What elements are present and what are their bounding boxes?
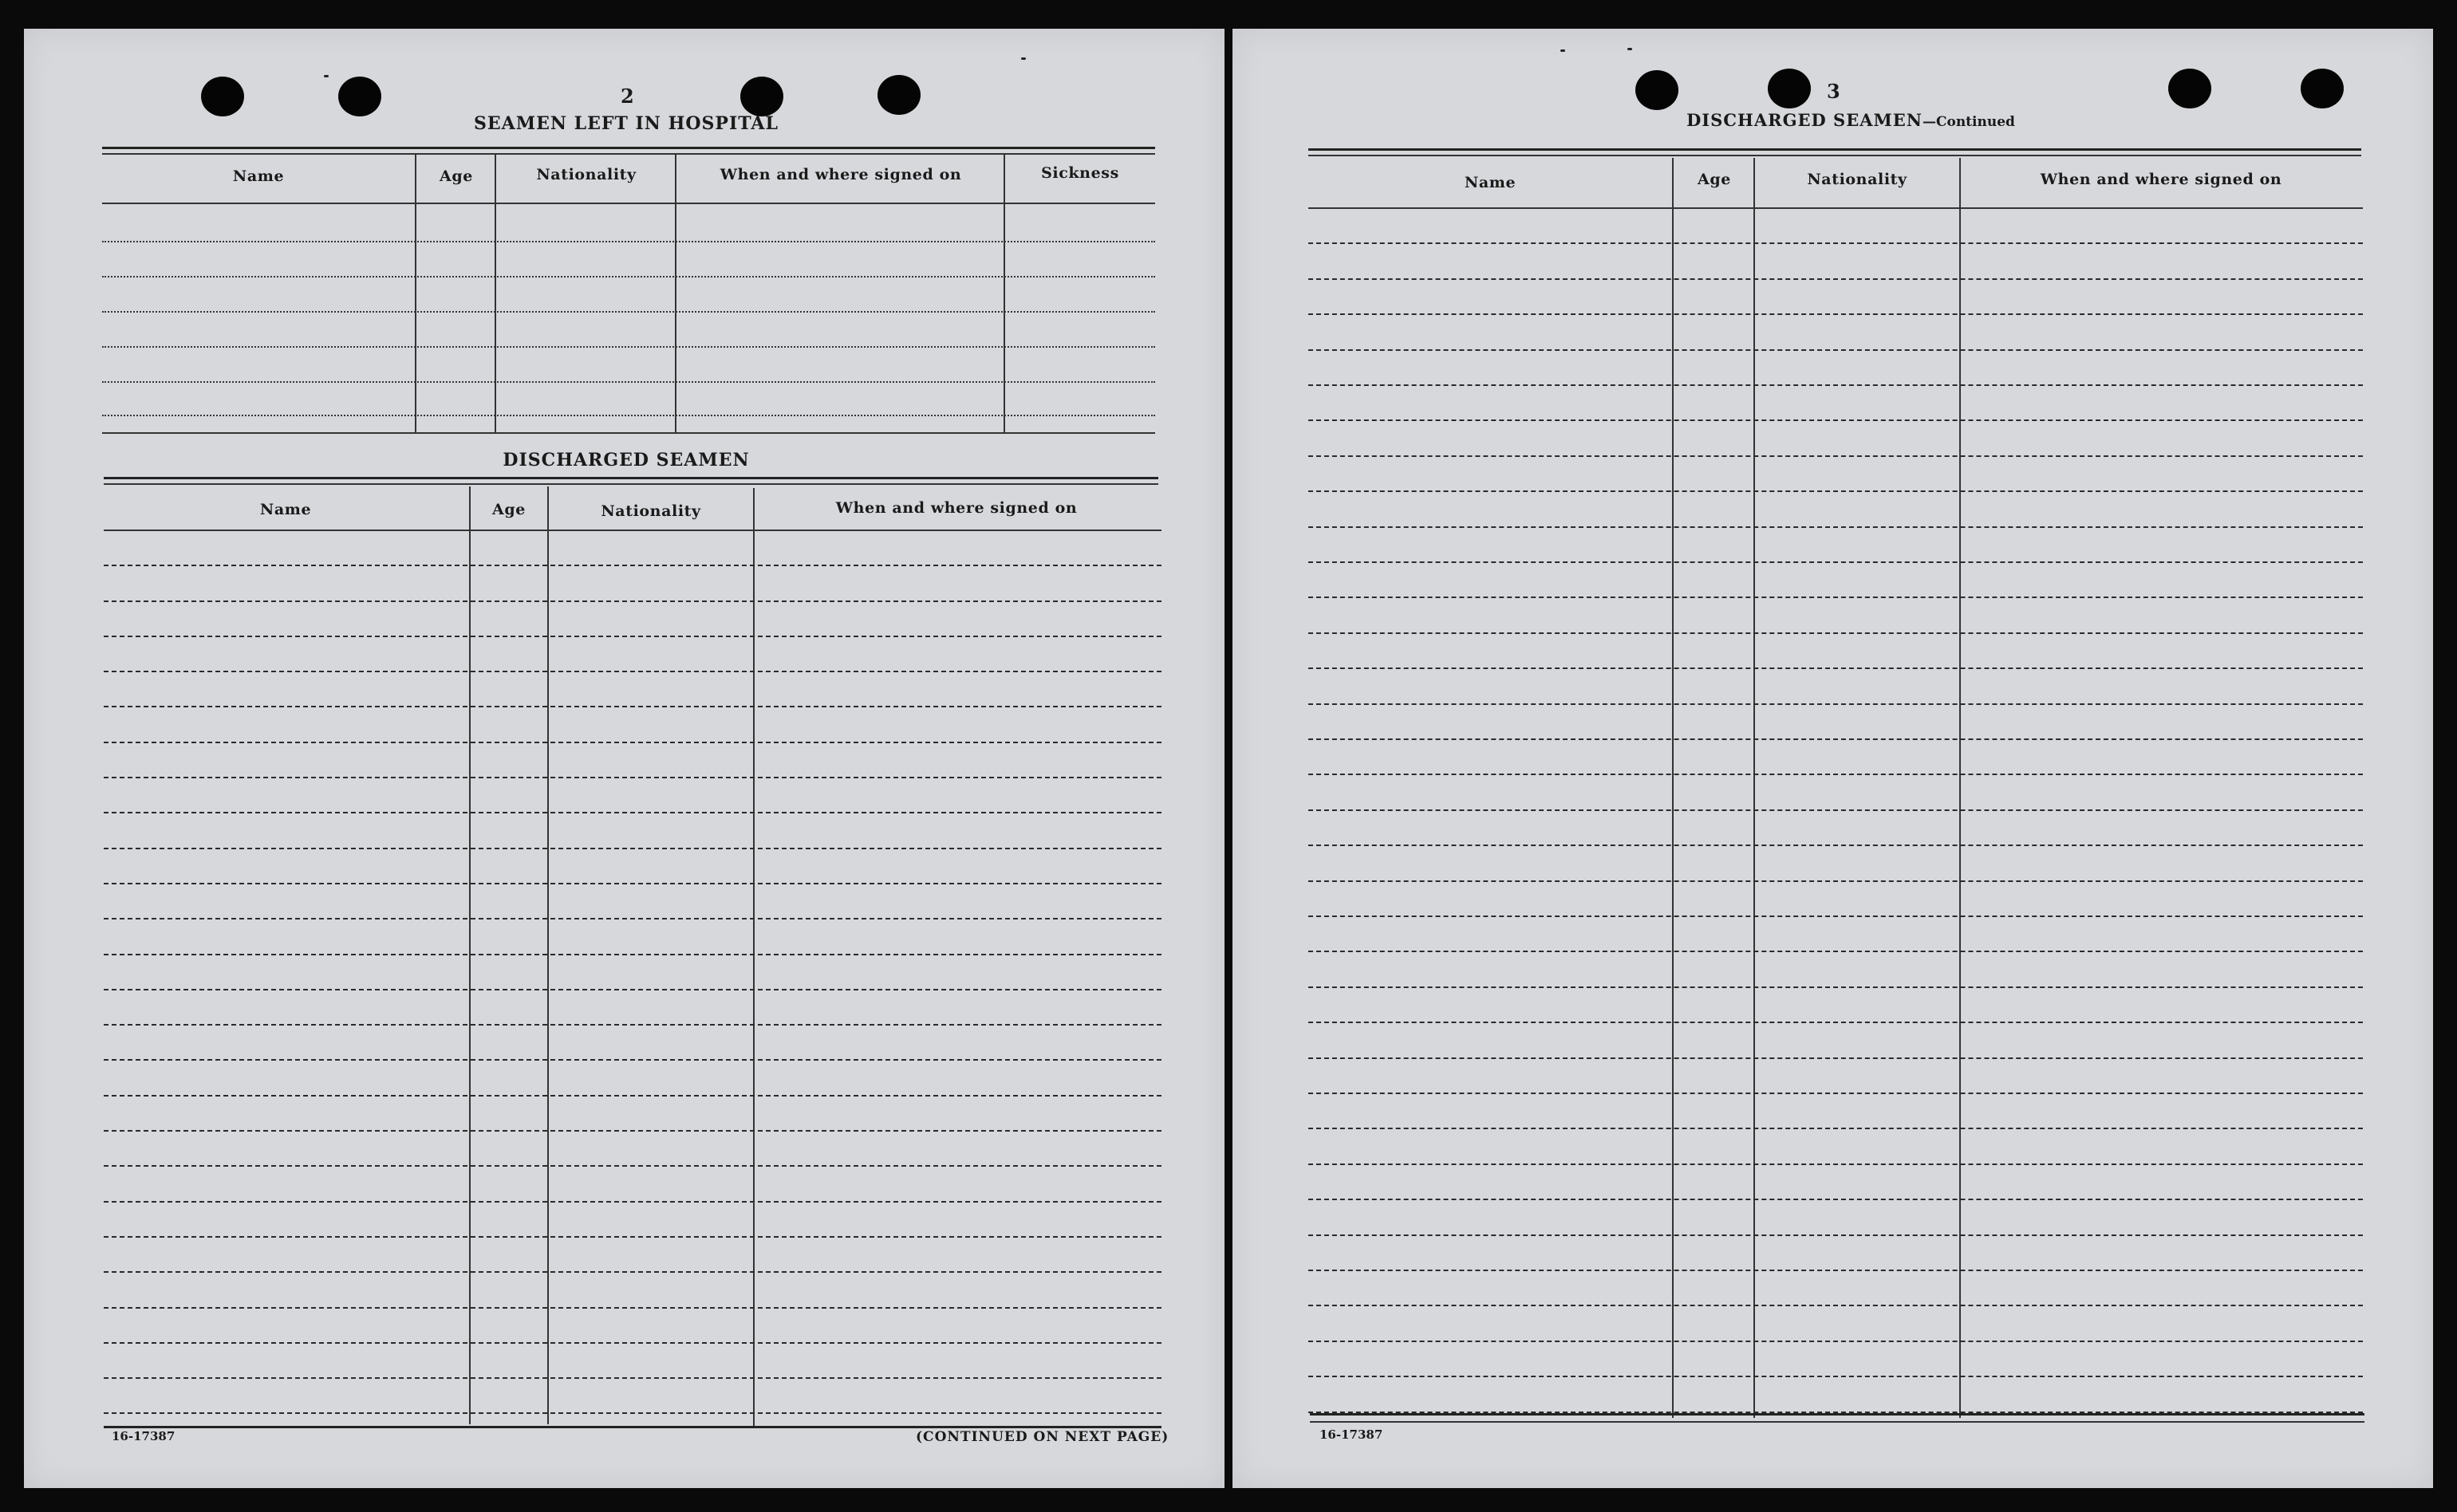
right-section-title-main: DISCHARGED SEAMEN (1686, 110, 1923, 130)
speck (1021, 57, 1026, 60)
ruled-row-line (104, 777, 1161, 778)
form-number-right: 16-17387 (1319, 1427, 1383, 1442)
ruled-row-line (1308, 1341, 2363, 1342)
ruled-row-line (1308, 561, 2363, 563)
left-page (24, 29, 1225, 1488)
ruled-row-line (1308, 915, 2363, 917)
continued-note: (CONTINUED ON NEXT PAGE) (916, 1429, 1169, 1445)
discharged-col-divider (753, 488, 755, 1426)
right-col-signed-on: When and where signed on (2040, 171, 2282, 188)
hospital-col-signed-on: When and where signed on (720, 166, 962, 183)
ruled-row-line (1308, 597, 2363, 598)
hospital-col-age: Age (440, 167, 473, 185)
right-col-name: Name (1464, 174, 1516, 191)
right-bottom-rule (1310, 1413, 2364, 1416)
right-col-nationality: Nationality (1807, 171, 1907, 188)
ruled-row-line (1308, 526, 2363, 528)
ruled-row-line (1308, 632, 2363, 634)
right-top-rule (1308, 148, 2361, 151)
ruled-row-line (1308, 703, 2363, 705)
punch-hole (740, 77, 783, 116)
hospital-row-line (102, 381, 1155, 383)
hospital-col-divider (1004, 155, 1005, 434)
ruled-row-line (104, 883, 1161, 884)
hospital-row-line (102, 311, 1155, 313)
ruled-row-line (104, 1059, 1161, 1061)
page-number-left: 2 (621, 85, 634, 108)
ruled-row-line (1308, 667, 2363, 669)
hospital-col-nationality: Nationality (536, 166, 637, 183)
ruled-row-line (104, 636, 1161, 637)
ruled-row-line (104, 706, 1161, 707)
punch-hole (2168, 69, 2211, 108)
punch-hole (201, 77, 244, 116)
discharged-col-age: Age (492, 501, 526, 518)
ruled-row-line (104, 671, 1161, 672)
punch-hole (338, 77, 381, 116)
right-section-title-suffix: —Continued (1922, 114, 2015, 130)
hospital-col-divider (675, 155, 676, 434)
ruled-row-line (1308, 1128, 2363, 1129)
ruled-row-line (104, 1201, 1161, 1203)
discharged-bottom-rule (104, 1426, 1161, 1428)
ruled-row-line (1308, 313, 2363, 315)
ruled-row-line (104, 600, 1161, 602)
punch-hole (1768, 69, 1811, 108)
discharged-col-name: Name (259, 501, 312, 518)
ruled-row-line (1308, 738, 2363, 740)
hospital-col-divider (495, 155, 496, 434)
ruled-row-line (1308, 880, 2363, 882)
hospital-top-rule (102, 147, 1155, 149)
ruled-row-line (1308, 986, 2363, 988)
ruled-row-line (104, 1377, 1161, 1379)
page-number-right: 3 (1827, 80, 1840, 103)
form-number-left: 16-17387 (112, 1429, 176, 1443)
discharged-col-divider (469, 486, 471, 1424)
ruled-row-line (1308, 1305, 2363, 1306)
speck (324, 75, 329, 77)
ruled-row-line (1308, 1164, 2363, 1165)
ruled-row-line (104, 1024, 1161, 1026)
ruled-row-line (1308, 1199, 2363, 1200)
ruled-row-line (1308, 1093, 2363, 1094)
hospital-row-line (102, 241, 1155, 242)
ruled-row-line (104, 1236, 1161, 1238)
ruled-row-line (104, 1095, 1161, 1097)
ruled-row-line (1308, 349, 2363, 351)
hospital-section-title: SEAMEN LEFT IN HOSPITAL (474, 113, 779, 134)
ruled-row-line (1308, 809, 2363, 811)
ruled-row-line (104, 742, 1161, 743)
ruled-row-line (1308, 845, 2363, 846)
hospital-row-line (102, 346, 1155, 348)
hospital-header-bottom (102, 203, 1155, 204)
ruled-row-line (1308, 1376, 2363, 1377)
ruled-row-line (104, 530, 1161, 531)
ruled-row-line (104, 954, 1161, 955)
ruled-row-line (104, 1165, 1161, 1167)
ruled-row-line (1308, 278, 2363, 280)
discharged-top-rule (104, 477, 1158, 479)
punch-hole (878, 75, 921, 115)
discharged-top-rule-2 (104, 483, 1158, 485)
ruled-row-line (1308, 384, 2363, 386)
ruled-row-line (1308, 242, 2363, 244)
discharged-section-title: DISCHARGED SEAMEN (503, 450, 750, 471)
ruled-row-line (104, 1412, 1161, 1414)
right-col-divider (1753, 158, 1755, 1418)
ruled-row-line (104, 989, 1161, 990)
hospital-col-divider (415, 155, 416, 434)
ruled-row-line (1308, 774, 2363, 775)
discharged-col-nationality: Nationality (601, 502, 701, 520)
speck (1560, 49, 1565, 52)
ruled-row-line (1308, 951, 2363, 952)
ruled-row-line (1308, 1057, 2363, 1059)
hospital-row-line (102, 276, 1155, 278)
speck (1627, 48, 1632, 50)
ruled-row-line (104, 565, 1161, 566)
hospital-row-line (102, 415, 1155, 416)
right-col-divider (1672, 158, 1674, 1418)
ruled-row-line (104, 848, 1161, 849)
ruled-row-line (1308, 1234, 2363, 1236)
ruled-row-line (104, 1342, 1161, 1344)
discharged-col-signed-on: When and where signed on (835, 499, 1078, 517)
right-section-title (1627, 110, 2074, 130)
right-top-rule-2 (1308, 155, 2361, 156)
ruled-row-line (104, 1307, 1161, 1309)
ruled-row-line (104, 1130, 1161, 1132)
ruled-row-line (104, 1271, 1161, 1273)
right-col-age: Age (1698, 171, 1731, 188)
ruled-row-line (1308, 419, 2363, 421)
hospital-top-rule-2 (102, 153, 1155, 155)
right-bottom-rule-2 (1310, 1421, 2364, 1423)
ruled-row-line (1308, 490, 2363, 492)
ruled-row-line (1308, 207, 2363, 209)
hospital-bottom-rule (102, 432, 1155, 434)
ruled-row-line (1308, 455, 2363, 457)
hospital-col-name: Name (232, 167, 285, 185)
punch-hole (1635, 70, 1678, 110)
ruled-row-line (104, 812, 1161, 813)
hospital-col-sickness: Sickness (1041, 164, 1119, 182)
discharged-col-divider (547, 486, 549, 1424)
ruled-row-line (104, 918, 1161, 919)
right-col-divider (1959, 158, 1961, 1418)
punch-hole (2301, 69, 2344, 108)
ruled-row-line (1308, 1022, 2363, 1023)
ruled-row-line (1308, 1270, 2363, 1271)
